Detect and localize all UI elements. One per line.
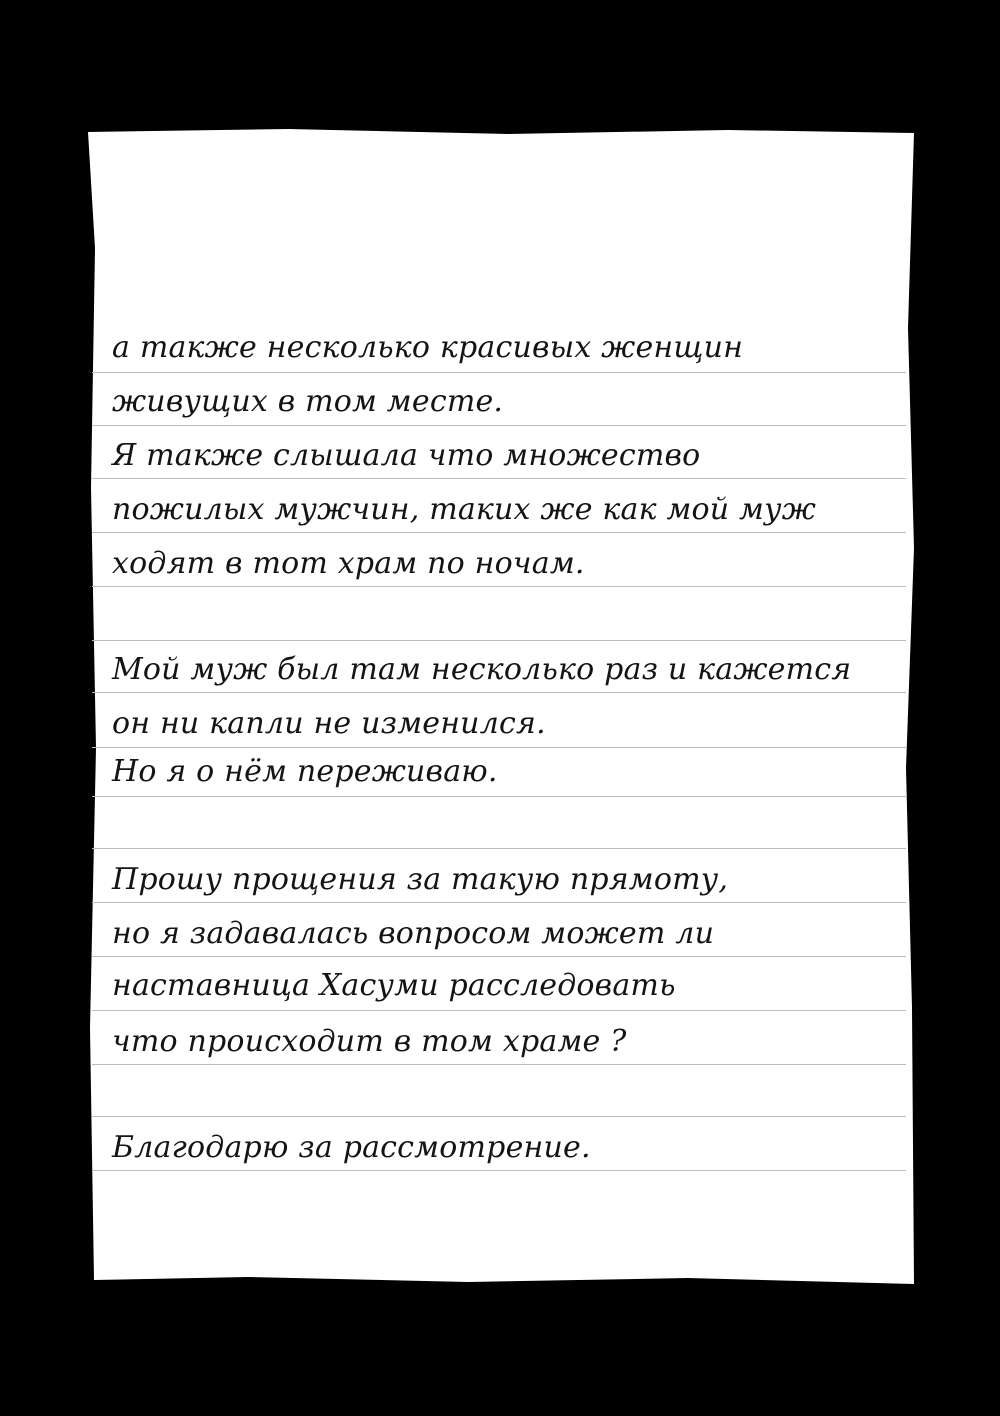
ruled-line	[92, 532, 906, 533]
letter-line: ходят в тот храм по ночам.	[112, 546, 585, 581]
ruled-line	[92, 372, 906, 373]
ruled-line	[92, 1116, 906, 1117]
letter-line: Но я о нём переживаю.	[112, 754, 498, 789]
letter-line: а также несколько красивых женщин	[112, 330, 744, 365]
ruled-line	[92, 1010, 906, 1011]
ruled-line	[92, 640, 906, 641]
ruled-line	[92, 902, 906, 903]
letter-line: Прошу прощения за такую прямоту,	[112, 862, 729, 897]
ruled-line	[92, 956, 906, 957]
ruled-line	[92, 1170, 906, 1171]
ruled-line	[92, 747, 906, 748]
letter-line: он ни капли не изменился.	[112, 706, 546, 741]
ruled-line	[92, 478, 906, 479]
ruled-line	[92, 692, 906, 693]
letter-line: пожилых мужчин, таких же как мой муж	[112, 492, 817, 527]
ruled-line	[92, 796, 906, 797]
ruled-line	[92, 425, 906, 426]
ruled-line	[92, 1064, 906, 1065]
letter-line: Я также слышала что множество	[112, 438, 701, 473]
ruled-line	[92, 586, 906, 587]
letter-line: наставница Хасуми расследовать	[112, 968, 676, 1003]
ruled-line	[92, 848, 906, 849]
letter-line: живущих в том месте.	[112, 384, 504, 419]
letter-line: Мой муж был там несколько раз и кажется	[112, 652, 852, 687]
letter-line: что происходит в том храме ?	[112, 1024, 627, 1059]
letter-line: но я задавалась вопросом может ли	[112, 916, 715, 951]
letter-line: Благодарю за рассмотрение.	[112, 1130, 591, 1165]
